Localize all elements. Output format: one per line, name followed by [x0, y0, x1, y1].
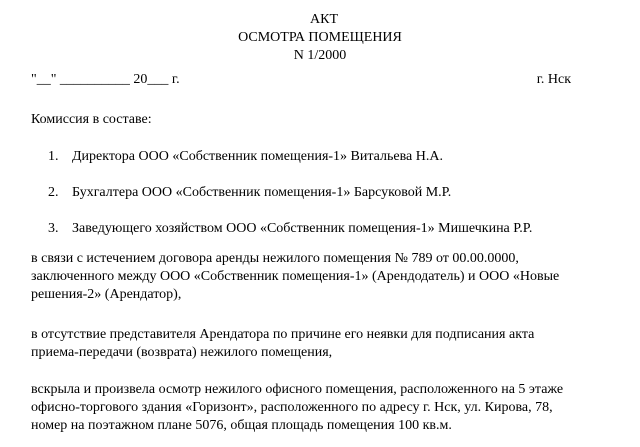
- paragraph-line: офисно-торгового здания «Горизонт», расположенного по адресу г. Нск, ул. Кирова, 78,: [31, 400, 553, 415]
- date-placeholder: "__" __________ 20___ г.: [31, 72, 180, 87]
- title-number: N 1/2000: [293, 48, 347, 63]
- paragraph-tenant-absence: [31, 326, 606, 362]
- list-item: [48, 148, 532, 166]
- paragraph-line: решения-2» (Арендатор),: [31, 287, 182, 302]
- paragraph-line: приема-передачи (возврата) нежилого помещения,: [31, 345, 333, 360]
- list-item-number: 2.: [48, 185, 59, 200]
- city-label: г. Нск: [536, 72, 571, 87]
- list-item-text: Директора ООО «Собственник помещения-1» Витальева Н.А.: [72, 149, 443, 164]
- paragraph-line: номер на поэтажном плане 5076, общая площадь помещения 100 кв.м.: [31, 418, 452, 433]
- paragraph-line: в связи с истечением договора аренды нежилого помещения № 789 от 00.00.0000,: [31, 251, 519, 266]
- list-item: [48, 184, 532, 202]
- paragraph-line: заключенного между ООО «Собственник помещения-1» (Арендодатель) и ООО «Новые: [31, 269, 560, 284]
- paragraph-premises-inspection: [31, 381, 606, 435]
- commission-members-list: [48, 148, 532, 256]
- commission-intro: Комиссия в составе:: [31, 112, 152, 127]
- title-act: АКТ: [310, 12, 338, 27]
- document-title: [0, 11, 640, 65]
- date-city-row: [31, 71, 571, 89]
- list-item-number: 3.: [48, 221, 59, 236]
- list-item-number: 1.: [48, 149, 59, 164]
- paragraph-contract-expiry: [31, 250, 606, 304]
- title-inspection: ОСМОТРА ПОМЕЩЕНИЯ: [238, 30, 402, 45]
- list-item-text: Заведующего хозяйством ООО «Собственник помещения-1» Мишечкина Р.Р.: [72, 221, 533, 236]
- list-item: [48, 220, 532, 238]
- list-item-text: Бухгалтера ООО «Собственник помещения-1» Барсуковой М.Р.: [72, 185, 452, 200]
- paragraph-line: вскрыла и произвела осмотр нежилого офисного помещения, расположенного на 5 этаже: [31, 382, 564, 397]
- paragraph-line: в отсутствие представителя Арендатора по причине его неявки для подписания акта: [31, 327, 535, 342]
